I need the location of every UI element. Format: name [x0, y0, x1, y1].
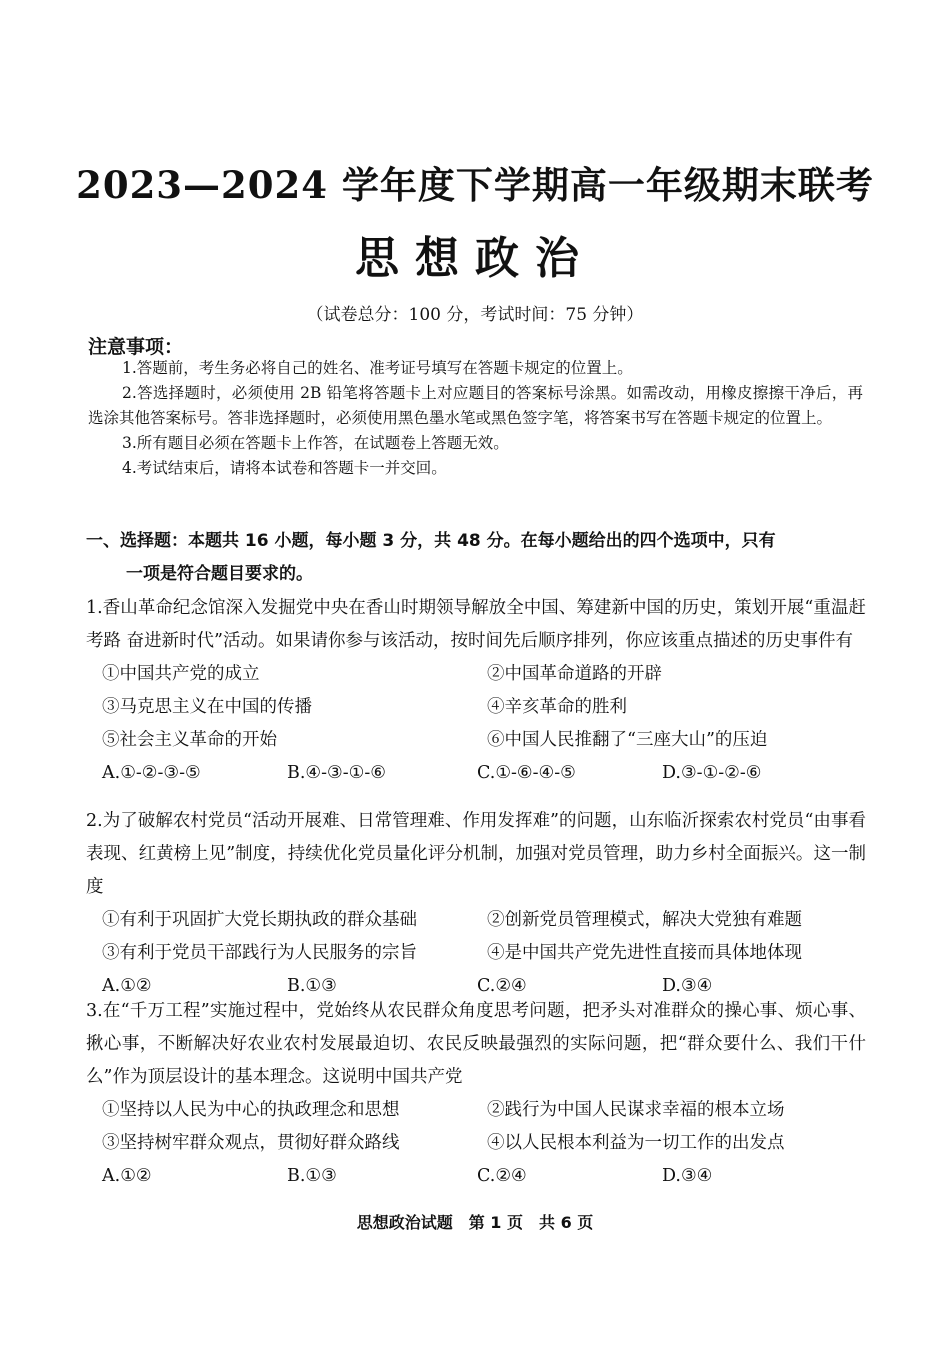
question-options — [86, 904, 866, 970]
option-item: ⑥中国人民推翻了“三座大山”的压迫 — [487, 730, 768, 750]
answer-choices — [86, 1160, 866, 1193]
answer-d: D.③④ — [662, 976, 713, 996]
section-heading-line2: 一项是符合题目要求的。 — [126, 564, 313, 584]
exam-title: 2023—2024 学年度下学期高一年级期末联考 — [76, 163, 874, 207]
question-2 — [86, 805, 866, 1003]
option-item: ①中国共产党的成立 — [102, 664, 260, 684]
answer-d: D.③-①-②-⑥ — [662, 763, 762, 783]
answer-b: B.①③ — [287, 976, 337, 996]
option-item: ①有利于巩固扩大党长期执政的群众基础 — [102, 910, 417, 930]
section-heading — [86, 525, 866, 591]
question-stem: 2.为了破解农村党员“活动开展难、日常管理难、作用发挥难”的问题，山东临沂探索农村党员“由事看表现、红黄榜上见”制度，持续优化党员量化评分机制，加强对党员管理，助力乡村全面振兴。这一制度 — [86, 811, 866, 897]
notice-item: 1.答题前，考生务必将自己的姓名、准考证号填写在答题卡规定的位置上。 — [122, 359, 633, 377]
option-item: ④辛亥革命的胜利 — [487, 697, 627, 717]
option-item: ②中国革命道路的开辟 — [487, 664, 662, 684]
answer-c: C.①-⑥-④-⑤ — [477, 763, 576, 783]
answer-a: A.①② — [102, 976, 152, 996]
option-item: ②创新党员管理模式，解决大党独有难题 — [487, 910, 802, 930]
section-heading-line1: 一、选择题：本题共 16 小题，每小题 3 分，共 48 分。在每小题给出的四个选项中，只有 — [86, 531, 776, 551]
notice-title: 注意事项： — [88, 336, 184, 358]
option-item: ⑤社会主义革命的开始 — [102, 730, 277, 750]
question-stem: 1.香山革命纪念馆深入发掘党中央在香山时期领导解放全中国、筹建新中国的历史，策划开展“重温赶考路 奋进新时代”活动。如果请你参与该活动，按时间先后顺序排列，你应该重点描述的历史事件有 — [86, 598, 866, 651]
answer-b: B.④-③-①-⑥ — [287, 763, 386, 783]
option-item: ③马克思主义在中国的传播 — [102, 697, 312, 717]
answer-c: C.②④ — [477, 1166, 527, 1186]
answer-b: B.①③ — [287, 1166, 337, 1186]
notice-item: 3.所有题目必须在答题卡上作答，在试题卷上答题无效。 — [122, 434, 509, 452]
notice-item: 4.考试结束后，请将本试卷和答题卡一并交回。 — [122, 459, 447, 477]
answer-c: C.②④ — [477, 976, 527, 996]
answer-a: A.①-②-③-⑤ — [102, 763, 201, 783]
question-3 — [86, 995, 866, 1193]
notice-item: 2.答选择题时，必须使用 2B 铅笔将答题卡上对应题目的答案标号涂黑。如需改动，用橡皮擦擦干净后，再选涂其他答案标号。答非选择题时，必须使用黑色墨水笔或黑色签字笔，将答案书写在答题卡规定的位置上。 — [88, 384, 863, 427]
option-item: ②践行为中国人民谋求幸福的根本立场 — [487, 1100, 785, 1120]
question-options — [86, 658, 866, 757]
subject-title: 思想政治 — [355, 233, 595, 284]
question-stem: 3.在“千万工程”实施过程中，党始终从农民群众角度思考问题，把矛头对准群众的操心事、烦心事、揪心事，不断解决好农业农村发展最迫切、农民反映最强烈的实际问题，把“群众要什么、我们干什么”作为顶层设计的基本理念。这说明中国共产党 — [86, 1001, 866, 1087]
question-1 — [86, 592, 866, 790]
answer-choices — [86, 757, 866, 790]
option-item: ③坚持树牢群众观点，贯彻好群众路线 — [102, 1133, 400, 1153]
option-item: ④以人民根本利益为一切工作的出发点 — [487, 1133, 785, 1153]
option-item: ④是中国共产党先进性直接而具体地体现 — [487, 943, 802, 963]
option-item: ③有利于党员干部践行为人民服务的宗旨 — [102, 943, 417, 963]
page-footer: 思想政治试题 第 1 页 共 6 页 — [356, 1213, 594, 1232]
exam-info: （试卷总分：100 分，考试时间：75 分钟） — [306, 305, 644, 325]
option-item: ①坚持以人民为中心的执政理念和思想 — [102, 1100, 400, 1120]
question-options — [86, 1094, 866, 1160]
notice-list — [88, 356, 863, 481]
answer-a: A.①② — [102, 1166, 152, 1186]
answer-d: D.③④ — [662, 1166, 713, 1186]
